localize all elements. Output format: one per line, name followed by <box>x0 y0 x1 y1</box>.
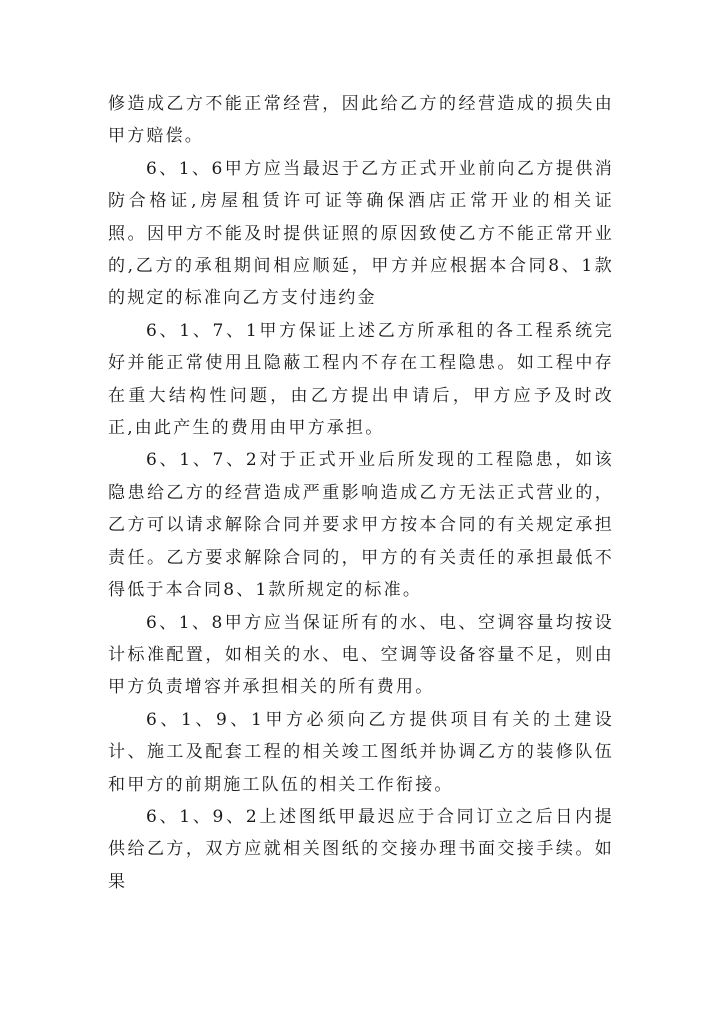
paragraph-continuation: 修造成乙方不能正常经营，因此给乙方的经营造成的损失由甲方赔偿。 <box>108 94 614 147</box>
clause-6-1-9-2: 6、1、9、2上述图纸甲最迟应于合同订立之后日内提供给乙方，双方应就相关图纸的交接办理书面交接手续。如果 <box>108 806 614 892</box>
clause-6-1-6: 6、1、6甲方应当最迟于乙方正式开业前向乙方提供消防合格证,房屋租赁许可证等确保酒店正常开业的相关证照。因甲方不能及时提供证照的原因致使乙方不能正常开业的,乙方的承租期间相应顺延，甲方并应根据本合同8、1款的规定的标准向乙方支付违约金 <box>108 158 614 309</box>
clause-6-1-8: 6、1、8甲方应当保证所有的水、电、空调容量均按设计标准配置，如相关的水、电、空调等设备容量不足，则由甲方负责增容并承担相关的所有费用。 <box>108 612 614 698</box>
clause-6-1-7-1: 6、1、7、1甲方保证上述乙方所承租的各工程系统完好并能正常使用且隐蔽工程内不存在工程隐患。如工程中存在重大结构性问题，由乙方提出申请后，甲方应予及时改正,由此产生的费用由甲方承担。 <box>108 320 614 439</box>
clause-6-1-7-2: 6、1、7、2对于正式开业后所发现的工程隐患，如该隐患给乙方的经营造成严重影响造成乙方无法正式营业的，乙方可以请求解除合同并要求甲方按本合同的有关规定承担责任。乙方要求解除合同的，甲方的有关责任的承担最低不得低于本合同8、1款所规定的标准。 <box>108 450 614 601</box>
document-body <box>108 88 614 898</box>
clause-6-1-9-1: 6、1、9、1甲方必须向乙方提供项目有关的土建设计、施工及配套工程的相关竣工图纸并协调乙方的装修队伍和甲方的前期施工队伍的相关工作衔接。 <box>108 709 614 795</box>
